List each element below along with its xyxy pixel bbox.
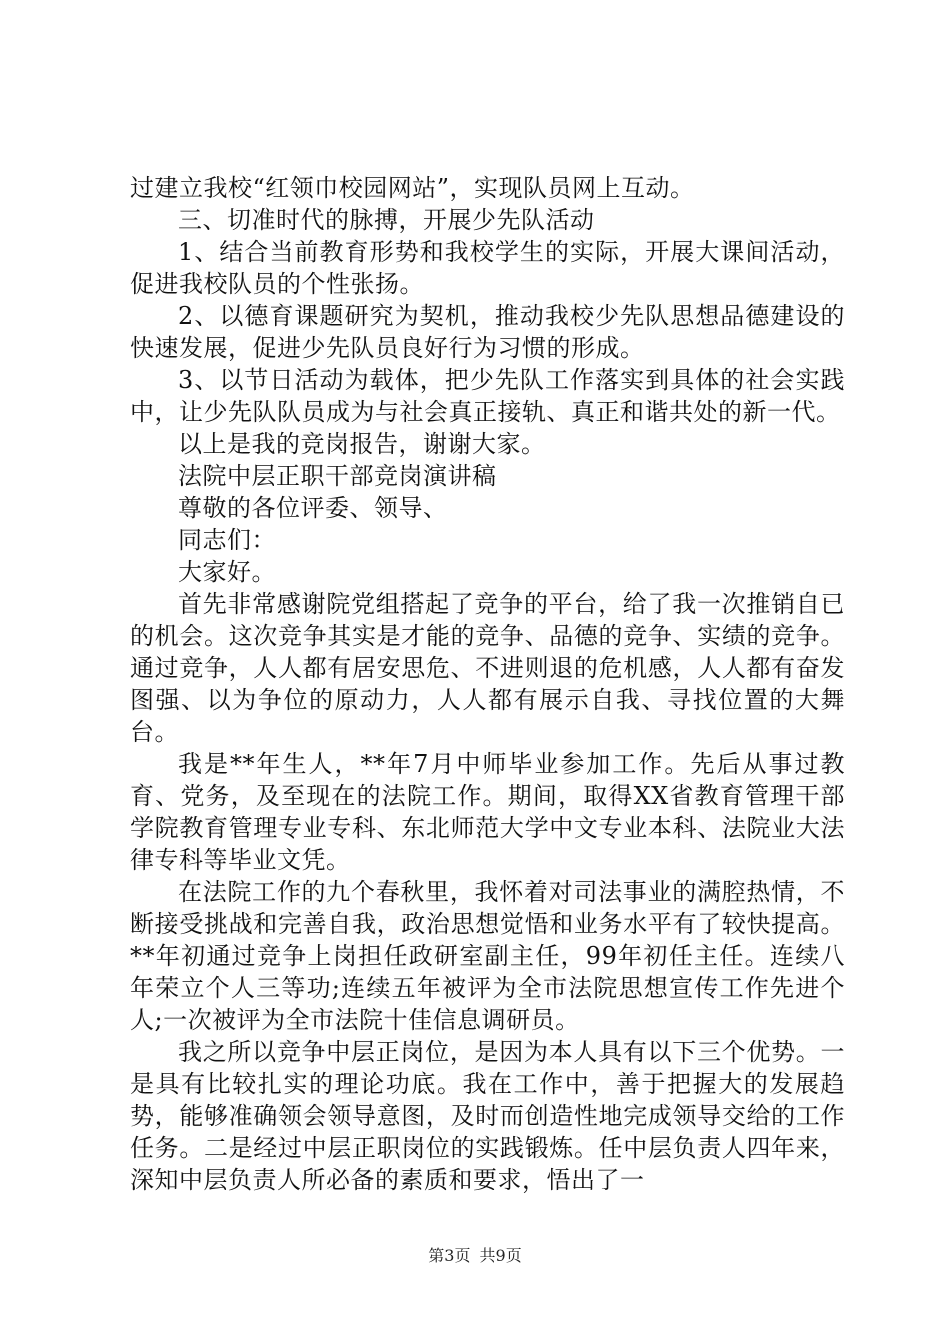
paragraph: 尊敬的各位评委、领导、 [178,494,448,522]
paragraph: 1、结合当前教育形势和我校学生的实际，开展大课间活动，促进我校队员的个性张扬。 [130,238,845,298]
paragraph: 大家好。 [178,558,276,586]
paragraph: 过建立我校“红领巾校园网站”，实现队员网上互动。 [130,174,695,202]
paragraph: 首先非常感谢院党组搭起了竞争的平台，给了我一次推销自已的机会。这次竞争其实是才能的竞争、品德的竞争、实绩的竞争。通过竞争，人人都有居安思危、不进则退的危机感，人人都有奋发图强、以为争位的原动力，人人都有展示自我、寻找位置的大舞台。 [130,590,845,746]
paragraph: 三、切准时代的脉搏，开展少先队活动 [178,206,595,234]
paragraph: 3、以节日活动为载体，把少先队工作落实到具体的社会实践中，让少先队队员成为与社会真正接轨、真正和谐共处的新一代。 [130,366,845,426]
paragraph: 我是**年生人，**年7月中师毕业参加工作。先后从事过教育、党务，及至现在的法院工作。期间，取得XX省教育管理干部学院教育管理专业专科、东北师范大学中文专业本科、法院业大法律专科等毕业文凭。 [130,750,845,874]
paragraph: 法院中层正职干部竞岗演讲稿 [178,462,497,490]
page-total: 共9页 [479,1246,522,1265]
paragraph: 我之所以竞争中层正岗位，是因为本人具有以下三个优势。一是具有比较扎实的理论功底。我在工作中，善于把握大的发展趋势，能够准确领会领导意图，及时而创造性地完成领导交给的工作任务。二是经过中层正职岗位的实践锻炼。任中层负责人四年来，深知中层负责人所必备的素质和要求，悟出了一 [130,1038,845,1194]
paragraph: 以上是我的竞岗报告，谢谢大家。 [178,430,546,458]
paragraph: 同志们： [178,526,276,554]
paragraph: 在法院工作的九个春秋里，我怀着对司法事业的满腔热情，不断接受挑战和完善自我，政治思想觉悟和业务水平有了较快提高。**年初通过竞争上岗担任政研室副主任，99年初任主任。连续八年荣立个人三等功;连续五年被评为全市法院思想宣传工作先进个人;一次被评为全市法院十佳信息调研员。 [130,878,845,1034]
page-number: 第3页 [428,1246,471,1265]
document-body [130,172,845,1196]
page-footer [0,1245,950,1267]
paragraph: 2、以德育课题研究为契机，推动我校少先队思想品德建设的快速发展，促进少先队员良好行为习惯的形成。 [130,302,845,362]
